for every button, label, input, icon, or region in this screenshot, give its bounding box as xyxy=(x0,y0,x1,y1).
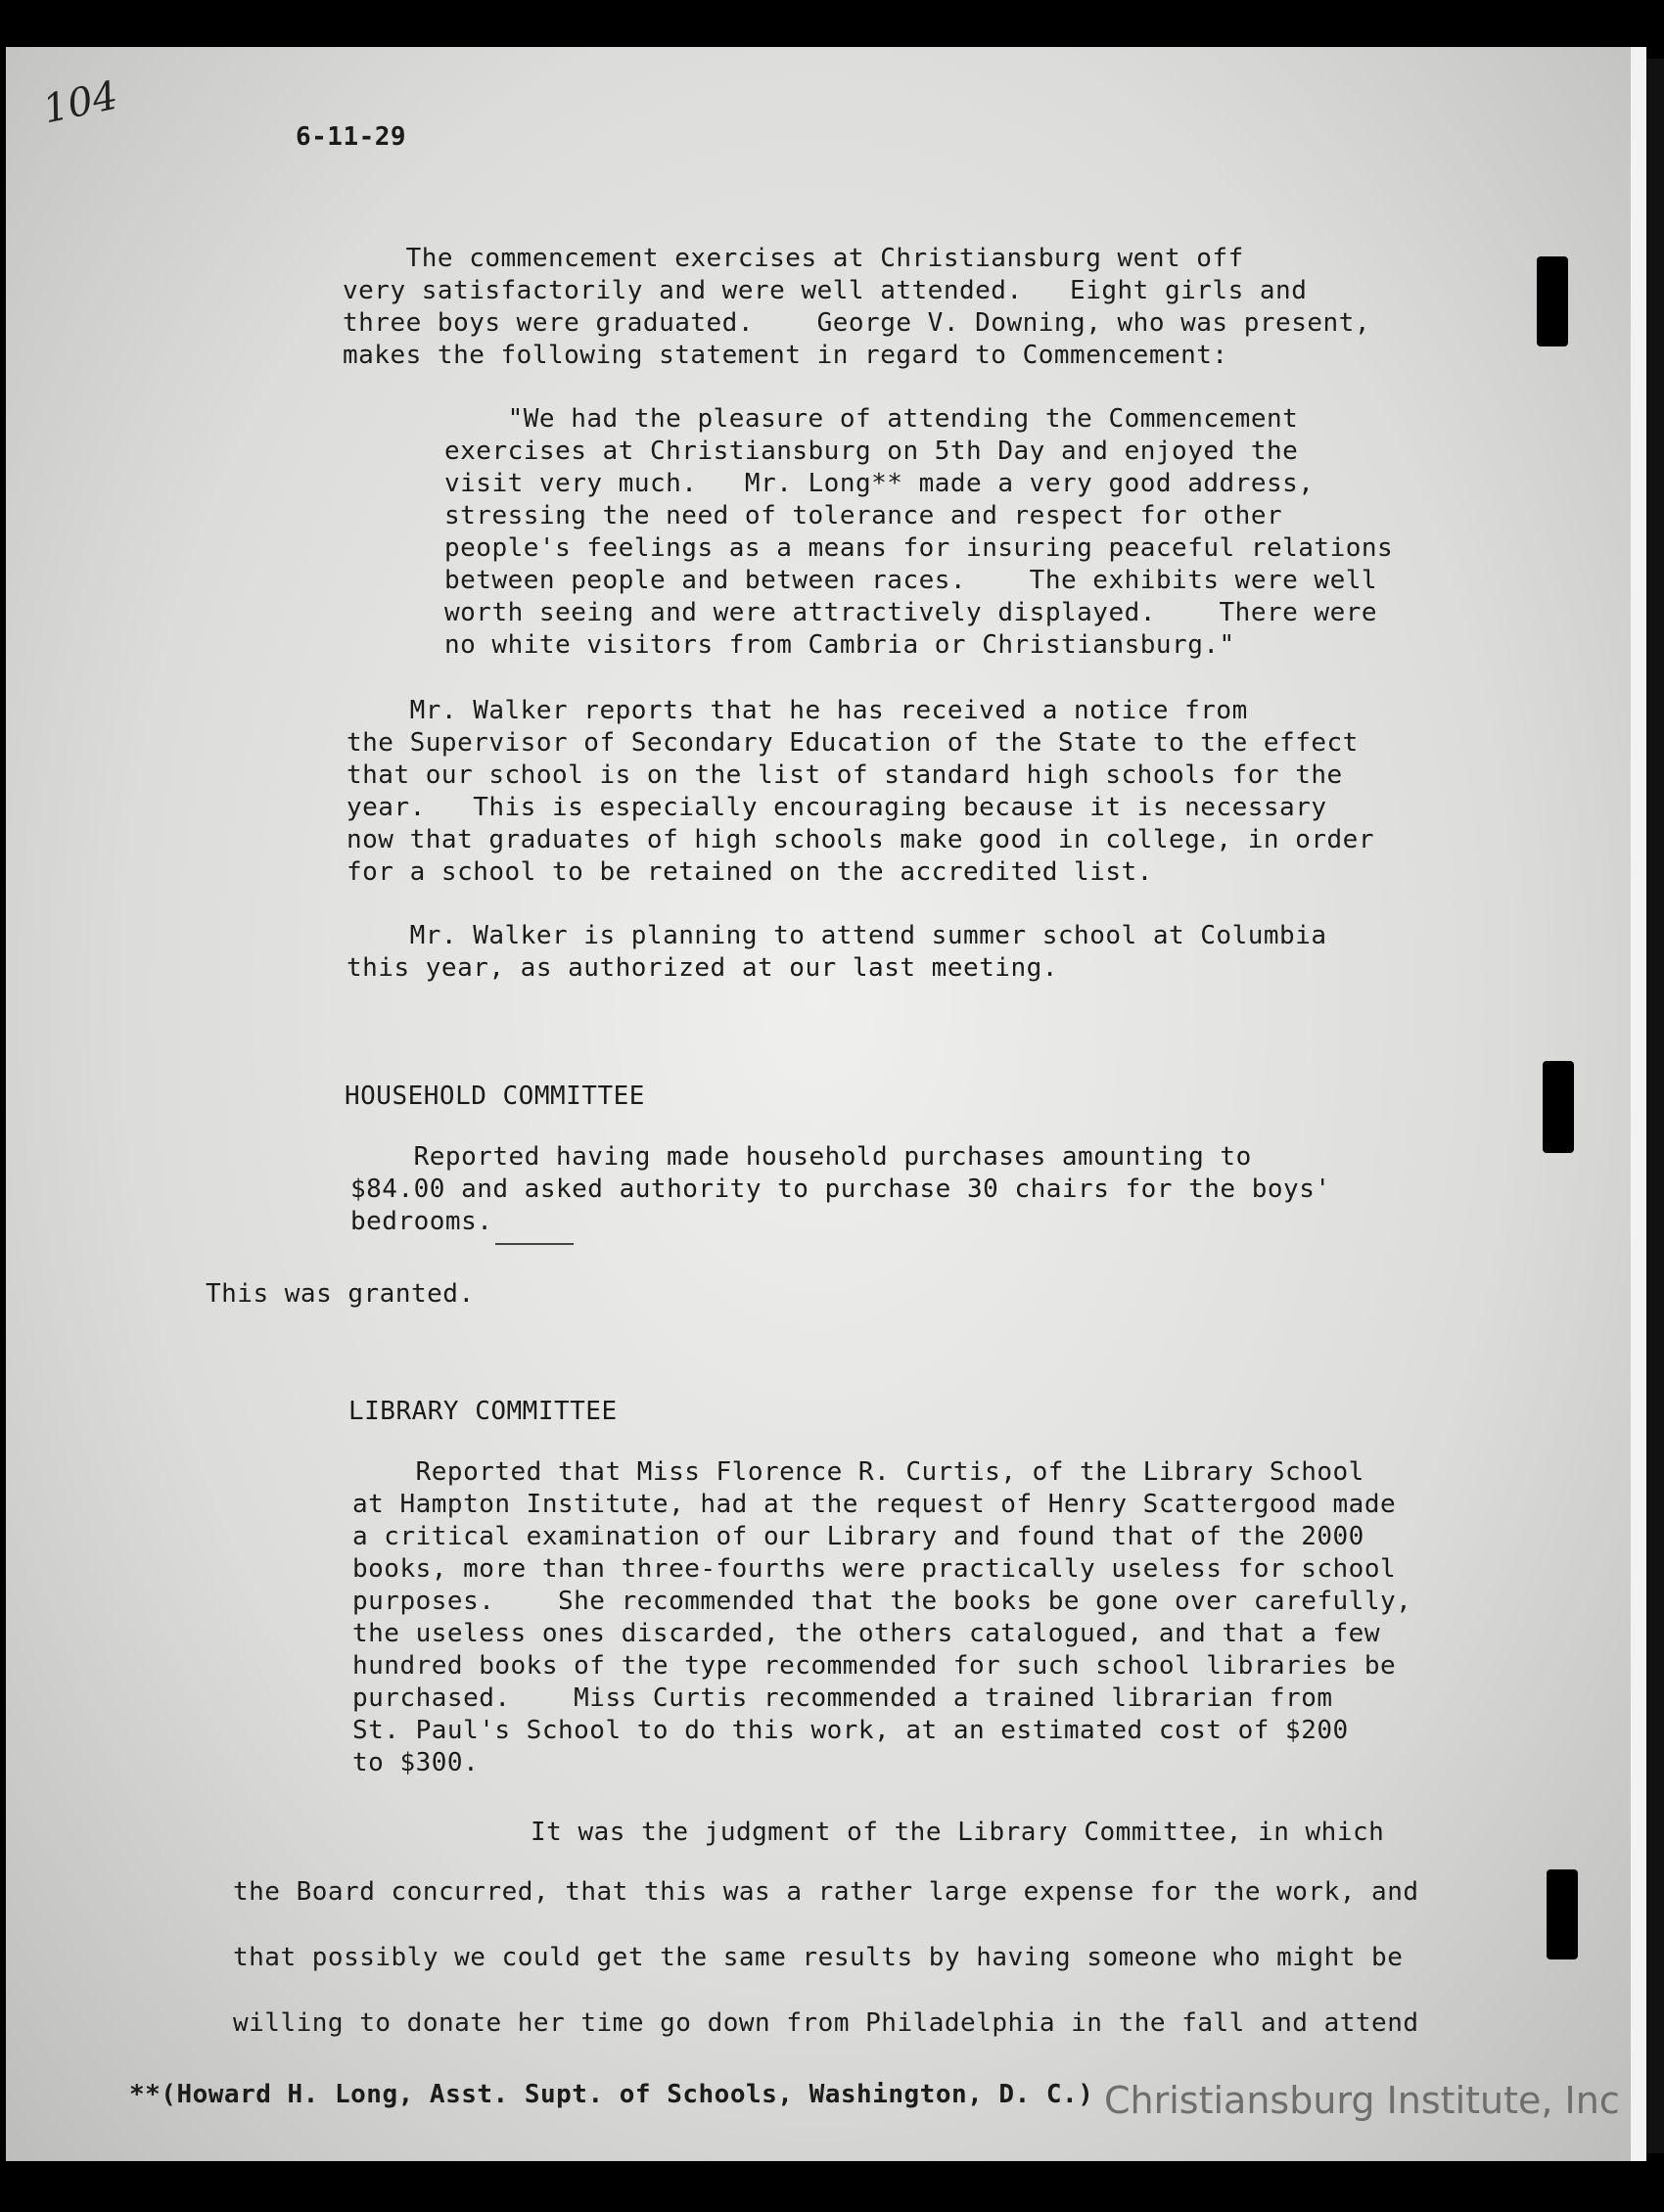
page-date: 6-11-29 xyxy=(296,122,407,152)
binder-tab-mark xyxy=(1537,256,1568,346)
granted-line: This was granted. xyxy=(206,1279,475,1309)
document-page xyxy=(6,47,1631,2161)
household-report-paragraph: Reported having made household purchases amounting to $84.00 and asked authority to purchase 30 chairs for the boys' bedrooms. xyxy=(350,1142,1331,1236)
library-report-paragraph: Reported that Miss Florence R. Curtis, of the Library School at Hampton Institute, had at the request of Henry Scattergood made a critical examination of our Library and found that of the 2000 books, more than three-fourths were practically useless for school purposes. She recommended that the books be gone over carefully, the useless ones discarded, the others catalogued, and that a few hundred books of the type recommended for such school libraries be purchased. Miss Curtis recommended a trained librarian from St. Paul's School to do this work, at an estimated cost of $200 to $300. xyxy=(352,1457,1412,1777)
underline-mark xyxy=(495,1243,574,1245)
downing-quote: "We had the pleasure of attending the Commencement exercises at Christiansburg on 5th Day and enjoyed the visit very much. Mr. Long** made a very good address, stressing the need of tolerance and respect for other people's feelings as a means for insuring peaceful relations between people and between races. The exhibits were well worth seeing and were attractively displayed. There were no white visitors from Cambria or Christiansburg." xyxy=(444,404,1394,660)
household-committee-heading: HOUSEHOLD COMMITTEE xyxy=(345,1082,645,1111)
library-judgment-first-line: It was the judgment of the Library Committee, in which xyxy=(531,1818,1385,1847)
handwritten-page-number: 104 xyxy=(39,72,122,133)
page-edge xyxy=(1631,47,1646,2161)
library-judgment-continued: the Board concurred, that this was a rather large expense for the work, and that possibly we could get the same results by having someone who might be willing to donate her time go down from Philadelphia in the fall and attend xyxy=(233,1877,1419,2038)
commencement-paragraph: The commencement exercises at Christiansburg went off very satisfactorily and were well attended. Eight girls and three boys were graduated. George V. Downing, who was present, makes the following statement in regard to Commencement: xyxy=(343,244,1370,370)
walker-report-paragraph: Mr. Walker reports that he has received a notice from the Supervisor of Secondary Education of the State to the effect that our school is on the list of standard high schools for the year. This is especially encouraging because it is necessary now that graduates of high schools make good in college, in order for a school to be retained on the accredited list. xyxy=(347,696,1374,887)
footnote: **(Howard H. Long, Asst. Supt. of Schools, Washington, D. C.) xyxy=(129,2080,1094,2109)
page-edge-shadow xyxy=(1646,59,1664,2153)
library-committee-heading: LIBRARY COMMITTEE xyxy=(348,1397,618,1426)
binder-tab-mark xyxy=(1547,1869,1578,1959)
walker-summer-school-paragraph: Mr. Walker is planning to attend summer school at Columbia this year, as authorized at our last meeting. xyxy=(347,921,1327,983)
binder-tab-mark xyxy=(1543,1061,1574,1153)
watermark: Christiansburg Institute, Inc xyxy=(1104,2079,1620,2122)
